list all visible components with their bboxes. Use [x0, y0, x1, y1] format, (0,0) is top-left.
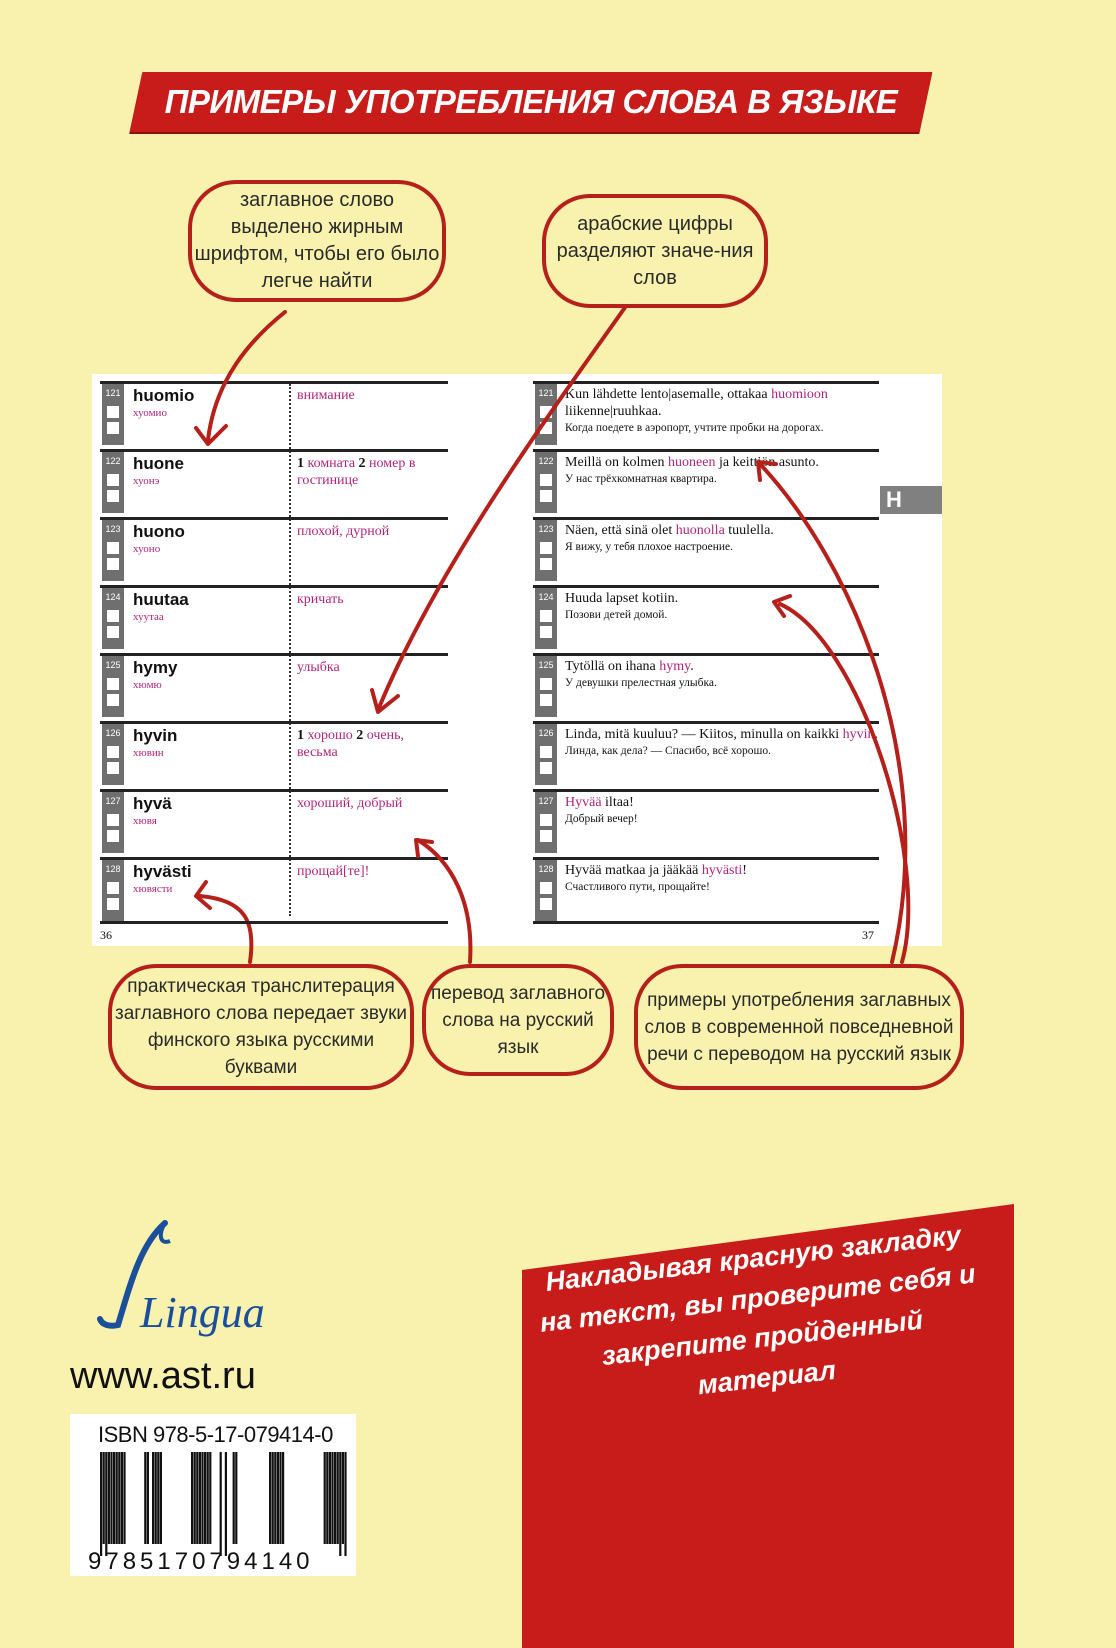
- checkbox-icon[interactable]: [540, 762, 552, 774]
- row-line: [533, 653, 879, 656]
- checkbox-icon[interactable]: [107, 406, 119, 418]
- entry-number-bar: [102, 656, 124, 717]
- checkbox-icon[interactable]: [107, 694, 119, 706]
- barcode-bar: [194, 1452, 196, 1544]
- headword: huomio: [133, 386, 195, 405]
- row-line: [100, 381, 448, 384]
- example-number: 124: [538, 592, 554, 602]
- barcode-bar: [204, 1452, 206, 1544]
- example-number-bar: [535, 520, 557, 581]
- transliteration: хуонэ: [133, 475, 160, 487]
- entry-number: 126: [105, 728, 121, 738]
- checkbox-icon[interactable]: [540, 490, 552, 502]
- barcode-bar: [269, 1452, 271, 1544]
- row-line: [100, 585, 448, 588]
- barcode-bar: [279, 1452, 281, 1544]
- headword: hyvä: [133, 794, 172, 813]
- entry-number: 125: [105, 660, 121, 670]
- checkbox-icon[interactable]: [107, 490, 119, 502]
- barcode-bar: [155, 1452, 157, 1544]
- row-line: [100, 653, 448, 656]
- column-divider: [289, 384, 291, 916]
- checkbox-icon[interactable]: [107, 558, 119, 570]
- checkbox-icon[interactable]: [540, 626, 552, 638]
- transliteration: хуоно: [133, 543, 161, 555]
- entry-number-bar: [102, 792, 124, 853]
- barcode-bar: [207, 1452, 209, 1544]
- row-line: [100, 721, 448, 724]
- example-sentence: Tytöllä on ihana hymy. У девушки прелестная улыбка.: [565, 659, 717, 689]
- bubble-translation: перевод заглавного слова на русский язык: [422, 964, 614, 1076]
- example-number-bar: [535, 792, 557, 853]
- barcode-bar: [201, 1452, 203, 1544]
- checkbox-icon[interactable]: [540, 898, 552, 910]
- entry-number: 124: [105, 592, 121, 602]
- entry-number-bar: [102, 384, 124, 445]
- translation: хороший, добрый: [297, 796, 403, 811]
- headword: hyvin: [133, 726, 178, 745]
- checkbox-icon[interactable]: [107, 746, 119, 758]
- example-sentence: Linda, mitä kuuluu? — Kiitos, minulla on kaikki hyvin. Линда, как дела? — Спасибо, всё хорошо.: [565, 727, 879, 757]
- entry-number-bar: [102, 588, 124, 649]
- checkbox-icon[interactable]: [107, 898, 119, 910]
- row-line: [533, 381, 879, 384]
- example-number-bar: [535, 384, 557, 445]
- example-number-bar: [535, 724, 557, 785]
- barcode-bar: [105, 1452, 107, 1556]
- checkbox-icon[interactable]: [107, 542, 119, 554]
- checkbox-icon[interactable]: [107, 830, 119, 842]
- example-sentence: Hyvää iltaa! Добрый вечер!: [565, 795, 638, 825]
- barcode-bar: [118, 1452, 120, 1544]
- barcode-bar: [282, 1452, 284, 1544]
- transliteration: хювин: [133, 747, 164, 759]
- barcode-bar: [334, 1452, 336, 1544]
- translation: плохой, дурной: [297, 524, 390, 539]
- row-line: [100, 517, 448, 520]
- barcode-bar: [152, 1452, 154, 1544]
- checkbox-icon[interactable]: [107, 678, 119, 690]
- barcode-bar: [235, 1452, 237, 1544]
- checkbox-icon[interactable]: [540, 814, 552, 826]
- checkbox-icon[interactable]: [540, 542, 552, 554]
- barcode-bar: [344, 1452, 346, 1556]
- bubble-examples: примеры употребления заглавных слов в современной повседневной речи с переводом на русский язык: [634, 964, 964, 1090]
- barcode-bar: [324, 1452, 326, 1544]
- checkbox-icon[interactable]: [540, 830, 552, 842]
- transliteration: хювясти: [133, 883, 173, 895]
- barcode-bar: [277, 1452, 279, 1544]
- row-line: [533, 517, 879, 520]
- checkbox-icon[interactable]: [540, 678, 552, 690]
- translation: прощай[те]!: [297, 864, 370, 879]
- barcode-bar: [121, 1452, 123, 1544]
- headword: huono: [133, 522, 185, 541]
- example-number: 127: [538, 796, 554, 806]
- example-number-bar: [535, 588, 557, 649]
- publisher-site: www.ast.ru: [70, 1355, 256, 1397]
- barcode-bar: [329, 1452, 331, 1544]
- checkbox-icon[interactable]: [107, 762, 119, 774]
- entry-number-bar: [102, 452, 124, 513]
- entry-number-bar: [102, 520, 124, 581]
- barcode-bar: [103, 1452, 105, 1544]
- barcode-bar: [339, 1452, 341, 1556]
- checkbox-icon[interactable]: [540, 422, 552, 434]
- barcode-bar: [191, 1452, 193, 1544]
- example-sentence: Huuda lapset kotiin. Позови детей домой.: [565, 591, 679, 621]
- example-number: 126: [538, 728, 554, 738]
- barcode-bar: [199, 1452, 201, 1544]
- barcode-bar: [144, 1452, 146, 1544]
- entry-number: 121: [105, 388, 121, 398]
- transliteration: хюмю: [133, 679, 162, 691]
- barcode-bar: [233, 1452, 235, 1544]
- row-line: [100, 921, 448, 924]
- example-sentence: Näen, että sinä olet huonolla tuulella. Я вижу, у тебя плохое настроение.: [565, 523, 774, 553]
- headword: hymy: [133, 658, 178, 677]
- barcode-bar: [113, 1452, 115, 1544]
- isbn-label: ISBN 978-5-17-079414-0: [98, 1422, 333, 1447]
- example-number-bar: [535, 656, 557, 717]
- row-line: [533, 789, 879, 792]
- row-line: [533, 721, 879, 724]
- translation: внимание: [297, 388, 355, 403]
- entry-number-bar: [102, 724, 124, 785]
- barcode-bar: [331, 1452, 333, 1544]
- example-number: 122: [538, 456, 554, 466]
- checkbox-icon[interactable]: [107, 814, 119, 826]
- row-line: [533, 449, 879, 452]
- example-sentence: Kun lähdette lento|asemalle, ottakaa huomioon liikenne|ruuhkaa. Когда поедете в аэропорт, учтите пробки на дорогах.: [565, 387, 828, 434]
- barcode-bar: [108, 1452, 110, 1544]
- title-banner: ПРИМЕРЫ УПОТРЕБЛЕНИЯ СЛОВА В ЯЗЫКЕ: [164, 83, 898, 120]
- example-number-bar: [535, 860, 557, 921]
- example-number: 128: [538, 864, 554, 874]
- checkbox-icon[interactable]: [540, 474, 552, 486]
- checkbox-icon[interactable]: [107, 474, 119, 486]
- bubble-translit: практическая транслитерация заглавного слова передает звуки финского языка русскими буквами: [108, 964, 414, 1090]
- page-number-left: 36: [100, 928, 112, 942]
- row-line: [100, 789, 448, 792]
- translation: улыбка: [297, 660, 340, 675]
- checkbox-icon[interactable]: [107, 422, 119, 434]
- barcode-bar: [157, 1452, 159, 1544]
- checkbox-icon[interactable]: [540, 406, 552, 418]
- logo-text: Lingua: [140, 1288, 265, 1337]
- entry-number: 123: [105, 524, 121, 534]
- headword: hyvästi: [133, 862, 192, 881]
- promo-text: Накладывая красную закладку на текст, вы проверите себя и закрепите пройденный материал: [538, 1219, 978, 1401]
- translation: 1 хорошо 2 очень, весьма: [297, 728, 405, 760]
- example-number: 123: [538, 524, 554, 534]
- example-number: 125: [538, 660, 554, 670]
- headword: huone: [133, 454, 184, 473]
- barcode-bar: [147, 1452, 149, 1544]
- bubble-numbers: арабские цифры разделяют значе-ния слов: [542, 194, 768, 308]
- barcode-bars: [100, 1452, 350, 1556]
- checkbox-icon[interactable]: [540, 610, 552, 622]
- barcode-bar: [220, 1452, 222, 1556]
- barcode-bar: [110, 1452, 112, 1544]
- example-sentence: Hyvää matkaa ja jääkää hyvästi! Счастливого пути, прощайте!: [565, 863, 747, 893]
- transliteration: хуомио: [133, 407, 167, 419]
- checkbox-icon[interactable]: [107, 610, 119, 622]
- row-line: [100, 449, 448, 452]
- lingua-logo: [70, 1215, 290, 1345]
- barcode-bar: [209, 1452, 211, 1544]
- barcode-bar: [272, 1452, 274, 1544]
- barcode-bar: [326, 1452, 328, 1544]
- bubble-headword: заглавное слово выделено жирным шрифтом, чтобы его было легче найти: [188, 180, 446, 302]
- barcode-bar: [160, 1452, 162, 1544]
- row-line: [100, 857, 448, 860]
- barcode-bar: [342, 1452, 344, 1544]
- barcode-bar: [225, 1452, 227, 1556]
- example-number: 121: [538, 388, 554, 398]
- barcode-bar: [100, 1452, 102, 1556]
- barcode-bar: [274, 1452, 276, 1544]
- barcode-bar: [337, 1452, 339, 1544]
- headword: huutaa: [133, 590, 189, 609]
- page-number-right: 37: [862, 928, 874, 942]
- checkbox-icon[interactable]: [540, 746, 552, 758]
- checkbox-icon[interactable]: [540, 882, 552, 894]
- isbn-digits: 9785170794140: [88, 1548, 314, 1575]
- transliteration: хювя: [133, 815, 157, 827]
- entry-number: 122: [105, 456, 121, 466]
- checkbox-icon[interactable]: [540, 694, 552, 706]
- entry-number-bar: [102, 860, 124, 921]
- barcode-bar: [116, 1452, 118, 1544]
- checkbox-icon[interactable]: [107, 882, 119, 894]
- translation: кричать: [297, 592, 344, 607]
- checkbox-icon[interactable]: [107, 626, 119, 638]
- checkbox-icon[interactable]: [540, 558, 552, 570]
- entry-number: 128: [105, 864, 121, 874]
- row-line: [533, 857, 879, 860]
- barcode: [70, 1414, 356, 1576]
- entry-number: 127: [105, 796, 121, 806]
- barcode-bar: [196, 1452, 198, 1544]
- translation: 1 комната 2 номер в гостинице: [297, 456, 416, 488]
- example-number-bar: [535, 452, 557, 513]
- row-line: [533, 585, 879, 588]
- row-line: [533, 921, 879, 924]
- transliteration: хуутаа: [133, 611, 164, 623]
- letter-tab: H: [880, 486, 942, 514]
- barcode-bar: [123, 1452, 125, 1544]
- example-sentence: Meillä on kolmen huoneen ja keittiön asunto. У нас трёхкомнатная квартира.: [565, 455, 819, 485]
